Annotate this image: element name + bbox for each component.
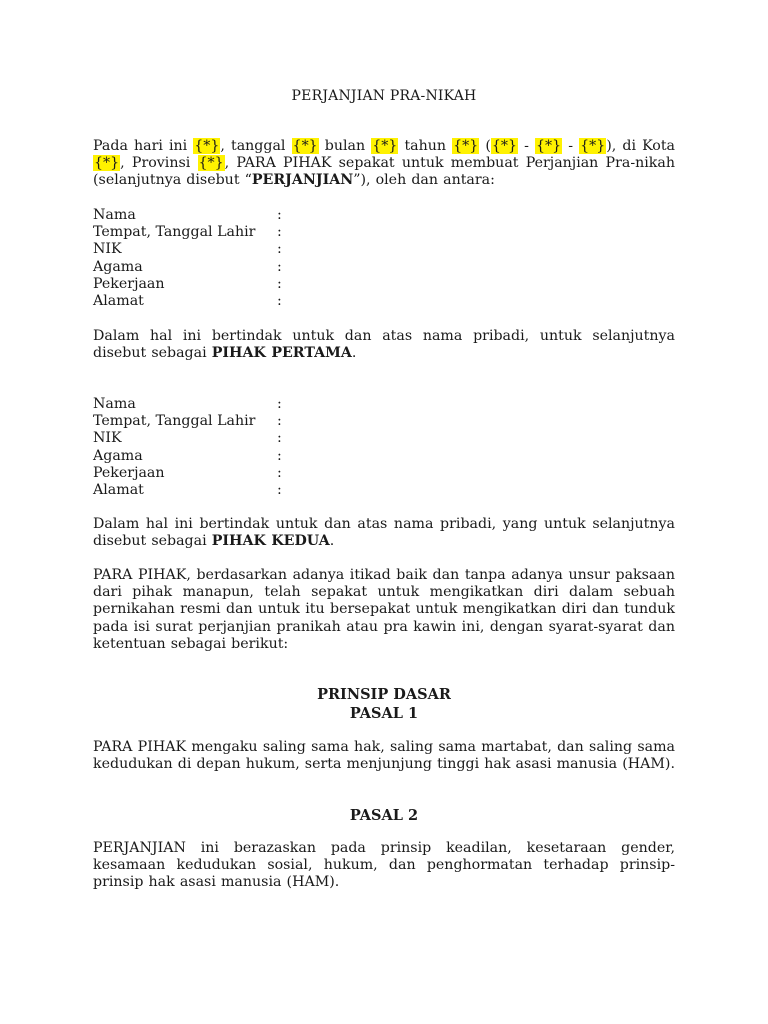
field-label: Nama [93,207,136,223]
placeholder-month[interactable]: {*} [372,138,398,154]
placeholder-city[interactable]: {*} [94,155,120,172]
opening-text: - [562,138,580,154]
field-row-pekerjaan [93,276,393,293]
pasal-1-paragraph: PARA PIHAK mengaku saling sama hak, saling sama martabat, dan saling sama kedudukan di depan hukum, serta menjunjung tinggi hak asasi manusia (HAM). [93,739,675,773]
opening-text: ( [479,138,491,154]
field-colon: : [277,224,282,241]
field-label: Tempat, Tanggal Lahir [93,413,256,430]
field-row-agama [93,259,393,276]
placeholder-date-month[interactable]: {*} [536,138,562,154]
field-label: Tempat, Tanggal Lahir [93,224,256,241]
party1-paragraph [93,328,675,362]
pasal-2-title: PASAL 2 [349,807,419,824]
field-row-ttl [93,413,393,430]
field-label: Nama [93,396,136,412]
opening-text: ), di Kota [606,138,676,154]
party2-paragraph [93,516,675,550]
opening-text: ”), oleh dan antara: [353,172,495,189]
party2-end: . [329,533,335,550]
field-colon: : [277,207,282,223]
field-label: Alamat [93,292,144,309]
field-colon: : [277,275,282,292]
field-label: NIK [93,430,122,447]
field-colon: : [277,447,282,464]
field-label: NIK [93,241,122,258]
agreement-paragraph: PARA PIHAK, berdasarkan adanya itikad baik dan tanpa adanya unsur paksaan dari pihak manapun, telah sepakat untuk mengikatkan diri dalam sebuah pernikahan resmi dan untuk itu bersepakat untuk mengikatkan diri dan tunduk pada isi surat perjanjian pranikah atau pra kawin ini, dengan syarat-syarat dan ketentuan sebagai berikut: [93,567,675,652]
field-row-alamat [93,482,393,499]
opening-text: , tanggal [220,138,292,154]
field-colon: : [277,292,282,309]
placeholder-date-year[interactable]: {*} [580,138,606,154]
field-label: Alamat [93,481,144,498]
field-row-nik [93,430,393,447]
field-row-nama [93,207,393,224]
field-row-nama [93,396,393,413]
opening-text: - [518,138,535,154]
field-label: Pekerjaan [93,464,165,481]
field-colon: : [277,413,282,430]
placeholder-province[interactable]: {*} [198,155,224,172]
party1-fields [93,207,393,310]
opening-text: , Provinsi [120,155,198,172]
field-colon: : [277,396,282,412]
field-label: Agama [93,258,143,275]
field-row-pekerjaan [93,465,393,482]
placeholder-day[interactable]: {*} [194,138,220,154]
field-row-agama [93,448,393,465]
pasal-1-title: PASAL 1 [349,705,419,722]
field-colon: : [277,430,282,447]
pihak-pertama-bold: PIHAK PERTAMA [211,345,352,362]
opening-paragraph [93,138,675,190]
field-row-alamat [93,293,393,310]
field-row-nik [93,241,393,258]
opening-text: , PARA PIHAK sepakat untuk membuat Perjanjian Pra-nikah (selanjutnya disebut “ [93,155,676,189]
pihak-kedua-bold: PIHAK KEDUA [211,533,330,550]
perjanjian-bold-term: PERJANJIAN [251,172,354,189]
pasal-2-paragraph: PERJANJIAN ini berazaskan pada prinsip keadilan, kesetaraan gender, kesamaan kedudukan sosial, hukum, dan penghormatan terhadap prinsip-prinsip hak asasi manusia (HAM). [93,840,675,891]
party1-text: Dalam hal ini bertindak untuk dan atas nama pribadi, untuk selanjutnya disebut sebagai [93,328,675,362]
field-colon: : [277,258,282,275]
section-title: PRINSIP DASAR [317,686,451,703]
party2-text: Dalam hal ini bertindak untuk dan atas nama pribadi, yang untuk selanjutnya disebut sebagai [93,516,675,550]
party1-end: . [351,345,357,362]
placeholder-date[interactable]: {*} [292,138,318,154]
field-label: Pekerjaan [93,275,165,292]
placeholder-date-day[interactable]: {*} [491,138,518,154]
party2-fields [93,396,393,499]
placeholder-year[interactable]: {*} [453,138,479,154]
opening-text: tahun [398,138,453,154]
field-label: Agama [93,447,143,464]
document-title: PERJANJIAN PRA-NIKAH [291,88,477,104]
field-colon: : [277,481,282,498]
opening-text: Pada hari ini [93,138,194,154]
field-row-ttl [93,224,393,241]
opening-text: bulan [318,138,372,154]
field-colon: : [277,464,282,481]
field-colon: : [277,241,282,258]
